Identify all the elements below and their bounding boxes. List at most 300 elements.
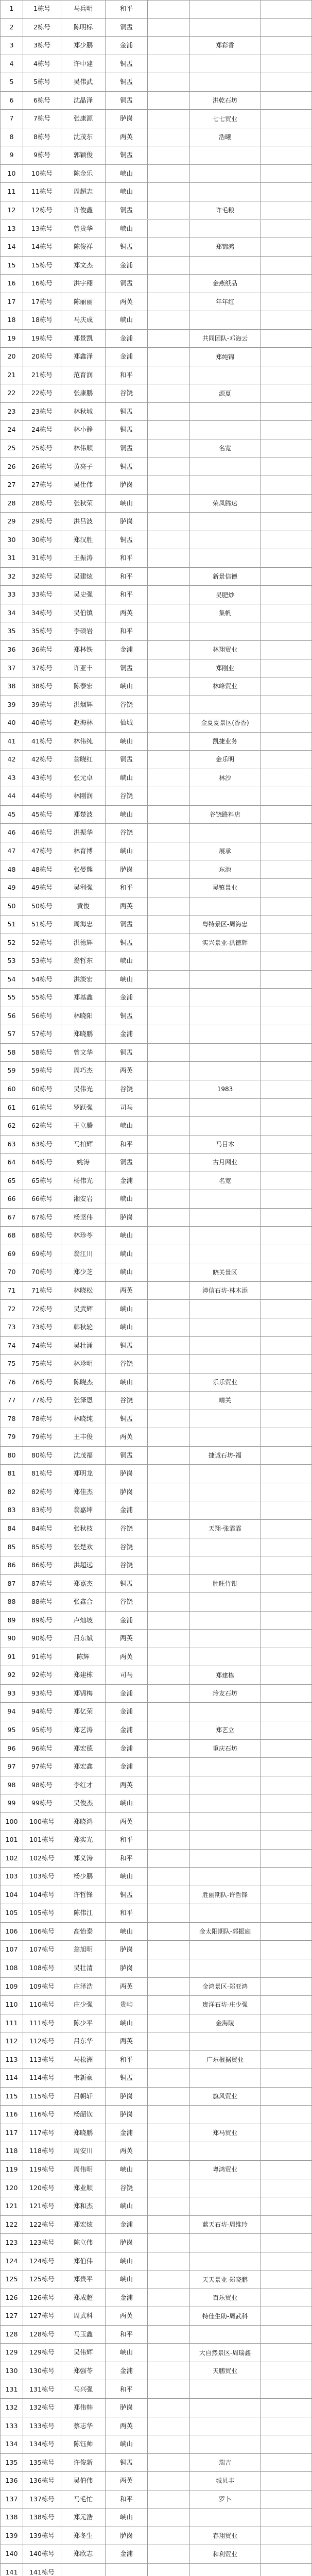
building-number-cell: 111栋号	[23, 2014, 61, 2032]
district-cell: 金浦	[105, 2545, 147, 2563]
blank-cell	[147, 622, 189, 640]
company-cell: 谷饶路料店	[189, 806, 260, 824]
district-cell: 胪岗	[105, 513, 147, 531]
company-cell: 集帆	[189, 604, 260, 622]
table-row	[0, 1923, 312, 1941]
row-index-cell: 20	[0, 348, 23, 366]
district-cell: 谷饶	[105, 1080, 147, 1098]
blank-cell	[147, 92, 189, 110]
extra-cell	[260, 2307, 311, 2325]
row-index-cell: 130	[0, 2362, 23, 2380]
name-cell: 林小静	[61, 421, 105, 439]
building-number-cell: 59栋号	[23, 1062, 61, 1080]
table-row	[0, 165, 312, 183]
name-cell: 郑嘉杰	[61, 1575, 105, 1593]
blank-cell	[147, 1758, 189, 1776]
district-cell: 峡山	[105, 2344, 147, 2362]
name-cell: 郑景凯	[61, 330, 105, 348]
table-row	[0, 2344, 312, 2362]
blank-cell	[147, 458, 189, 476]
extra-cell	[260, 2252, 311, 2270]
blank-cell	[147, 1227, 189, 1245]
name-cell: 林珍苓	[61, 1227, 105, 1245]
extra-cell	[260, 1886, 311, 1904]
district-cell: 谷饶	[105, 1392, 147, 1410]
name-cell: 郑贵平	[61, 2270, 105, 2289]
building-number-cell: 131栋号	[23, 2380, 61, 2398]
extra-cell	[260, 1813, 311, 1831]
name-cell: 翁嘉坤	[61, 1501, 105, 1519]
building-number-cell: 98栋号	[23, 1776, 61, 1794]
company-cell: 金鸿景区-郑亚鸿	[189, 1978, 260, 1996]
name-cell: 陈泰宏	[61, 677, 105, 696]
name-cell: 高怡泰	[61, 1923, 105, 1941]
building-number-cell: 133栋号	[23, 2417, 61, 2435]
table-row	[0, 201, 312, 220]
building-number-cell: 97栋号	[23, 1758, 61, 1776]
company-cell	[189, 1318, 260, 1336]
name-cell: 郑楚波	[61, 806, 105, 824]
company-cell	[189, 1209, 260, 1227]
blank-cell	[147, 1374, 189, 1392]
district-cell: 两英	[105, 2472, 147, 2490]
building-number-cell: 40栋号	[23, 714, 61, 732]
extra-cell	[260, 1648, 311, 1666]
table-row	[0, 677, 312, 696]
blank-cell	[147, 439, 189, 457]
row-index-cell: 33	[0, 586, 23, 604]
row-index-cell: 107	[0, 1941, 23, 1959]
row-index-cell: 13	[0, 220, 23, 238]
blank-cell	[147, 183, 189, 201]
district-cell: 两英	[105, 2142, 147, 2160]
extra-cell	[260, 110, 311, 128]
extra-cell	[260, 1703, 311, 1721]
table-row	[0, 2435, 312, 2454]
extra-cell	[260, 1941, 311, 1959]
name-cell: 郑晓鹏	[61, 1025, 105, 1043]
table-row	[0, 2032, 312, 2051]
company-cell	[189, 476, 260, 494]
name-cell: 周超志	[61, 183, 105, 201]
blank-cell	[147, 19, 189, 37]
table-row	[0, 1062, 312, 1080]
extra-cell	[260, 1355, 311, 1373]
company-cell	[189, 1428, 260, 1446]
extra-cell	[260, 989, 311, 1007]
table-row	[0, 403, 312, 421]
blank-cell	[147, 1099, 189, 1117]
row-index-cell: 44	[0, 787, 23, 805]
building-number-cell: 4栋号	[23, 55, 61, 73]
row-index-cell: 27	[0, 476, 23, 494]
name-cell: 张元卓	[61, 769, 105, 787]
name-cell: 张泽恩	[61, 1392, 105, 1410]
row-index-cell: 7	[0, 110, 23, 128]
table-row	[0, 2179, 312, 2198]
row-index-cell: 56	[0, 1007, 23, 1025]
district-cell: 铜盂	[105, 403, 147, 421]
blank-cell	[147, 1080, 189, 1098]
district-cell: 金浦	[105, 330, 147, 348]
district-cell: 两英	[105, 128, 147, 146]
building-number-cell: 108栋号	[23, 1959, 61, 1977]
table-row	[0, 2289, 312, 2308]
table-row	[0, 513, 312, 531]
company-cell	[189, 1904, 260, 1922]
extra-cell	[260, 1318, 311, 1336]
company-cell: 捷诚石坊-福	[189, 1447, 260, 1465]
table-row	[0, 2124, 312, 2143]
company-cell: 百乐贸业	[189, 2289, 260, 2307]
table-row	[0, 2069, 312, 2088]
blank-cell	[147, 787, 189, 805]
district-cell: 金浦	[105, 37, 147, 55]
row-index-cell: 83	[0, 1501, 23, 1519]
company-cell: 胜丽期队-许哲锋	[189, 1886, 260, 1904]
name-cell: 姚涛	[61, 1154, 105, 1172]
row-index-cell: 23	[0, 403, 23, 421]
district-cell: 峡山	[105, 971, 147, 989]
blank-cell	[147, 110, 189, 128]
company-cell	[189, 1190, 260, 1208]
table-row	[0, 293, 312, 312]
district-cell: 谷饶	[105, 384, 147, 402]
name-cell: 王立腾	[61, 1117, 105, 1135]
name-cell: 陈金乐	[61, 165, 105, 183]
district-cell: 铜盂	[105, 916, 147, 934]
company-cell	[189, 989, 260, 1007]
building-number-cell: 129栋号	[23, 2344, 61, 2362]
blank-cell	[147, 733, 189, 751]
row-index-cell: 88	[0, 1593, 23, 1611]
district-cell: 两英	[105, 1776, 147, 1794]
table-row	[0, 1685, 312, 1703]
building-number-cell: 61栋号	[23, 1099, 61, 1117]
row-index-cell: 22	[0, 384, 23, 402]
row-index-cell: 58	[0, 1044, 23, 1062]
district-cell: 峡山	[105, 2197, 147, 2215]
blank-cell	[147, 1062, 189, 1080]
name-cell: 洪吕波	[61, 513, 105, 531]
row-index-cell: 79	[0, 1428, 23, 1446]
name-cell: 罗跃强	[61, 1099, 105, 1117]
row-index-cell: 135	[0, 2454, 23, 2472]
building-number-cell: 91栋号	[23, 1648, 61, 1666]
company-cell	[189, 824, 260, 842]
extra-cell	[260, 677, 311, 696]
blank-cell	[147, 2380, 189, 2398]
row-index-cell: 112	[0, 2032, 23, 2050]
building-number-cell: 68栋号	[23, 1227, 61, 1245]
extra-cell	[260, 1978, 311, 1996]
building-number-cell: 124栋号	[23, 2252, 61, 2270]
name-cell: 马柏辉	[61, 1136, 105, 1154]
company-cell	[189, 1703, 260, 1721]
extra-cell	[260, 1044, 311, 1062]
company-cell: 金乐明	[189, 751, 260, 769]
table-row	[0, 1740, 312, 1758]
district-cell: 峡山	[105, 1374, 147, 1392]
table-row	[0, 2472, 312, 2490]
building-number-cell: 22栋号	[23, 384, 61, 402]
row-index-cell: 15	[0, 257, 23, 275]
building-number-cell: 134栋号	[23, 2435, 61, 2453]
extra-cell	[260, 751, 311, 769]
company-cell	[189, 1794, 260, 1812]
extra-cell	[260, 1392, 311, 1410]
table-row	[0, 641, 312, 659]
name-cell: 李红才	[61, 1776, 105, 1794]
district-cell: 贵屿	[105, 1996, 147, 2014]
building-number-cell: 114栋号	[23, 2069, 61, 2087]
company-cell	[189, 1538, 260, 1556]
row-index-cell: 1	[0, 0, 23, 18]
building-number-cell: 89栋号	[23, 1612, 61, 1630]
company-cell	[189, 2142, 260, 2160]
table-row	[0, 1886, 312, 1905]
district-cell: 两英	[105, 1062, 147, 1080]
company-cell: 贵洋石坊-庄少强	[189, 1996, 260, 2014]
row-index-cell: 82	[0, 1483, 23, 1501]
building-number-cell: 72栋号	[23, 1300, 61, 1318]
blank-cell	[147, 2435, 189, 2453]
blank-cell	[147, 257, 189, 275]
row-index-cell: 110	[0, 1996, 23, 2014]
building-number-cell: 140栋号	[23, 2545, 61, 2563]
name-cell: 郑建栋	[61, 1666, 105, 1684]
building-number-cell: 36栋号	[23, 641, 61, 659]
district-cell: 谷饶	[105, 787, 147, 805]
blank-cell	[147, 1117, 189, 1135]
company-cell: 大自然景区-周瑞鑫	[189, 2344, 260, 2362]
table-row	[0, 1025, 312, 1044]
building-number-cell: 1栋号	[23, 0, 61, 18]
blank-cell	[147, 586, 189, 604]
name-cell: 林育博	[61, 842, 105, 860]
company-cell	[189, 403, 260, 421]
blank-cell	[147, 220, 189, 238]
extra-cell	[260, 513, 311, 531]
table-row	[0, 1758, 312, 1776]
name-cell: 张晏熊	[61, 860, 105, 878]
name-cell: 郑义涛	[61, 1850, 105, 1868]
table-row	[0, 1374, 312, 1392]
name-cell: 曾文华	[61, 1044, 105, 1062]
company-cell: 金燕纸品	[189, 275, 260, 293]
extra-cell	[260, 1575, 311, 1593]
district-cell: 金浦	[105, 1612, 147, 1630]
district-cell: 两英	[105, 1282, 147, 1300]
name-cell: 郑锦梅	[61, 1685, 105, 1703]
blank-cell	[147, 1501, 189, 1519]
building-number-cell: 104栋号	[23, 1886, 61, 1904]
extra-cell	[260, 439, 311, 457]
building-number-cell: 67栋号	[23, 1209, 61, 1227]
district-cell: 两英	[105, 897, 147, 916]
name-cell: 许俊鑫	[61, 201, 105, 219]
name-cell: 沈晶泽	[61, 92, 105, 110]
blank-cell	[147, 330, 189, 348]
building-number-cell: 119栋号	[23, 2161, 61, 2179]
table-row	[0, 1465, 312, 1483]
extra-cell	[260, 1556, 311, 1574]
district-cell: 胪岗	[105, 2527, 147, 2545]
blank-cell	[147, 55, 189, 73]
building-number-cell: 120栋号	[23, 2179, 61, 2197]
company-cell	[189, 513, 260, 531]
company-cell	[189, 1831, 260, 1849]
row-index-cell: 40	[0, 714, 23, 732]
name-cell	[61, 2564, 105, 2576]
company-cell	[189, 2234, 260, 2252]
row-index-cell: 100	[0, 1813, 23, 1831]
table-row	[0, 1996, 312, 2014]
company-cell	[189, 1044, 260, 1062]
extra-cell	[260, 1868, 311, 1886]
company-cell: 靖关	[189, 1392, 260, 1410]
company-cell: 晓关景区	[189, 1263, 260, 1281]
company-cell	[189, 1630, 260, 1648]
blank-cell	[147, 952, 189, 970]
name-cell: 蔡志华	[61, 2417, 105, 2435]
row-index-cell: 84	[0, 1520, 23, 1538]
building-number-cell: 107栋号	[23, 1941, 61, 1959]
district-cell: 铜盂	[105, 1154, 147, 1172]
blank-cell	[147, 201, 189, 219]
table-row	[0, 2051, 312, 2070]
district-cell: 胪岗	[105, 2106, 147, 2124]
extra-cell	[260, 1850, 311, 1868]
extra-cell	[260, 1374, 311, 1392]
extra-cell	[260, 1154, 311, 1172]
company-cell: 名宽	[189, 439, 260, 457]
company-cell: 吴镇景业	[189, 879, 260, 897]
company-cell	[189, 2399, 260, 2417]
company-cell	[189, 2179, 260, 2197]
blank-cell	[147, 403, 189, 421]
company-cell: 古月网业	[189, 1154, 260, 1172]
row-index-cell: 99	[0, 1794, 23, 1812]
building-number-cell: 26栋号	[23, 458, 61, 476]
name-cell: 马庆成	[61, 311, 105, 329]
blank-cell	[147, 1776, 189, 1794]
blank-cell	[147, 677, 189, 696]
building-number-cell: 35栋号	[23, 622, 61, 640]
blank-cell	[147, 348, 189, 366]
extra-cell	[260, 860, 311, 878]
company-cell	[189, 1941, 260, 1959]
district-cell: 峡山	[105, 165, 147, 183]
building-number-cell: 44栋号	[23, 787, 61, 805]
row-index-cell: 25	[0, 439, 23, 457]
extra-cell	[260, 220, 311, 238]
building-number-cell: 141栋号	[23, 2564, 61, 2576]
district-cell: 两英	[105, 1630, 147, 1648]
building-number-cell: 64栋号	[23, 1154, 61, 1172]
extra-cell	[260, 1630, 311, 1648]
blank-cell	[147, 2197, 189, 2215]
extra-cell	[260, 1996, 311, 2014]
name-cell: 张康源	[61, 110, 105, 128]
extra-cell	[260, 586, 311, 604]
table-row	[0, 1868, 312, 1886]
table-row	[0, 1282, 312, 1300]
table-row	[0, 751, 312, 769]
name-cell: 郑汉胜	[61, 531, 105, 549]
company-cell: 和利贸业	[189, 2545, 260, 2563]
company-cell: 林峰贸业	[189, 677, 260, 696]
row-index-cell: 17	[0, 293, 23, 311]
table-row	[0, 439, 312, 458]
building-number-cell: 96栋号	[23, 1740, 61, 1758]
blank-cell	[147, 2032, 189, 2050]
extra-cell	[260, 403, 311, 421]
building-number-cell: 139栋号	[23, 2527, 61, 2545]
table-row	[0, 2216, 312, 2234]
blank-cell	[147, 1978, 189, 1996]
blank-cell	[147, 2362, 189, 2380]
row-index-cell: 74	[0, 1337, 23, 1355]
extra-cell	[260, 842, 311, 860]
building-number-cell: 78栋号	[23, 1410, 61, 1428]
name-cell: 郑少芝	[61, 1263, 105, 1281]
row-index-cell: 3	[0, 37, 23, 55]
extra-cell	[260, 2179, 311, 2197]
row-index-cell: 42	[0, 751, 23, 769]
table-row	[0, 1556, 312, 1575]
building-number-cell: 122栋号	[23, 2216, 61, 2234]
extra-cell	[260, 971, 311, 989]
name-cell: 林刚润	[61, 787, 105, 805]
building-number-cell: 47栋号	[23, 842, 61, 860]
building-number-cell: 20栋号	[23, 348, 61, 366]
blank-cell	[147, 1831, 189, 1849]
company-cell: 金海陵	[189, 2014, 260, 2032]
district-cell: 峡山	[105, 733, 147, 751]
extra-cell	[260, 1612, 311, 1630]
blank-cell	[147, 1612, 189, 1630]
table-row	[0, 1501, 312, 1520]
name-cell: 陈伟江	[61, 1904, 105, 1922]
company-cell: 实兴景业-洪德辉	[189, 934, 260, 952]
extra-cell	[260, 92, 311, 110]
table-row	[0, 1392, 312, 1410]
name-cell: 陈晓杰	[61, 1374, 105, 1392]
building-number-cell: 105栋号	[23, 1904, 61, 1922]
row-index-cell: 38	[0, 677, 23, 696]
extra-cell	[260, 1080, 311, 1098]
blank-cell	[147, 989, 189, 1007]
extra-cell	[260, 2454, 311, 2472]
building-number-cell: 10栋号	[23, 165, 61, 183]
blank-cell	[147, 1685, 189, 1703]
blank-cell	[147, 1447, 189, 1465]
blank-cell	[147, 916, 189, 934]
building-number-cell: 76栋号	[23, 1374, 61, 1392]
extra-cell	[260, 1538, 311, 1556]
building-number-cell: 41栋号	[23, 733, 61, 751]
table-row	[0, 2509, 312, 2527]
district-cell: 铜盂	[105, 1410, 147, 1428]
district-cell: 两英	[105, 293, 147, 311]
name-cell: 郑宏鑫	[61, 1758, 105, 1776]
district-cell: 谷饶	[105, 824, 147, 842]
company-cell: 特佳生助-周武科	[189, 2307, 260, 2325]
row-index-cell: 119	[0, 2161, 23, 2179]
district-cell: 峡山	[105, 1300, 147, 1318]
name-cell: 马兵明	[61, 0, 105, 18]
